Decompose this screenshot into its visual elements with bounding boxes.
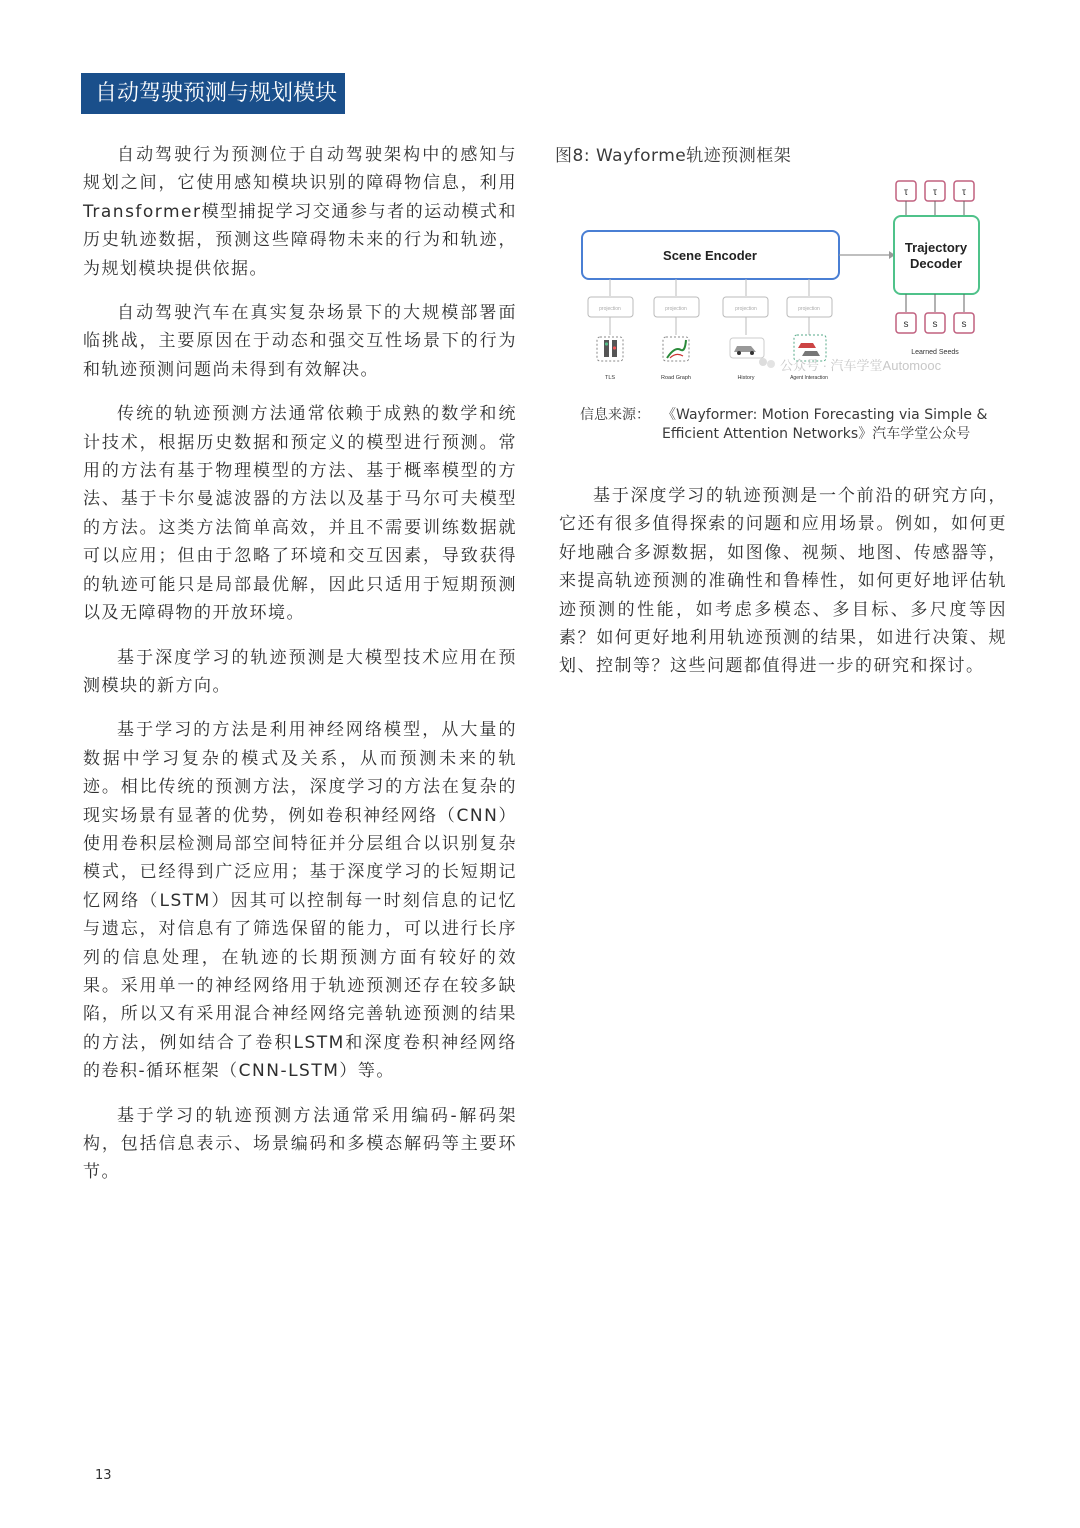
paragraph: 传统的轨迹预测方法通常依赖于成熟的数学和统计技术，根据历史数据和预定义的模型进行预测。常用的方法有基于物理模型的方法、基于概率模型的方法、基于卡尔曼滤波器的方法以及基于马尔可夫模型的方法。这类方法简单高效，并且不需要训练数据就可以应用；但由于忽略了环境和交互因素，导致获得的轨迹可能只是局部最优解，因此只适用于短期预测以及无障碍物的开放环境。 <box>83 404 517 624</box>
section-title: 自动驾驶预测与规划模块 <box>81 73 345 114</box>
paragraph: 自动驾驶行为预测位于自动驾驶架构中的感知与规划之间，它使用感知模块识别的障碍物信息，利用Transformer模型捕捉学习交通参与者的运动模式和历史轨迹数据，预测这些障碍物未来的行为和轨迹，为规划模块提供依据。 <box>83 145 517 279</box>
scene-encoder-label: Scene Encoder <box>663 248 757 263</box>
projection-label: projection <box>665 306 687 312</box>
learned-seeds-label: Learned Seeds <box>911 349 959 356</box>
projection-label: projection <box>798 306 820 312</box>
right-column <box>559 482 1007 697</box>
wayformer-diagram <box>575 172 995 394</box>
projection-label: projection <box>735 306 757 312</box>
trajectory-decoder-box <box>894 216 979 294</box>
watermark <box>759 358 942 373</box>
tau-label: τ <box>933 187 937 198</box>
paragraph: 基于学习的方法是利用神经网络模型，从大量的数据中学习复杂的模式及关系，从而预测未来的轨迹。相比传统的预测方法，深度学习的方法在复杂的现实场景有显著的优势，例如卷积神经网络（CNN）使用卷积层检测局部空间特征并分层组合以识别复杂模式，已经得到广泛应用；基于深度学习的长短期记忆网络（LSTM）因其可以控制每一时刻信息的记忆与遗忘，对信息有了筛选保留的能力，可以进行长序列的信息处理，在轨迹的长期预测方面有较好的效果。采用单一的神经网络用于轨迹预测还存在较多缺陷，所以又有采用混合神经网络完善轨迹预测的结果的方法，例如结合了卷积LSTM和深度卷积神经网络的卷积-循环框架（CNN-LSTM）等。 <box>83 720 517 1082</box>
input-label: Agent Interaction <box>790 375 828 381</box>
seed-label: s <box>932 319 938 330</box>
left-column <box>83 141 517 1203</box>
road-graph-icon <box>663 337 689 361</box>
paragraph: 基于深度学习的轨迹预测是一个前沿的研究方向，它还有很多值得探索的问题和应用场景。例如，如何更好地融合多源数据，如图像、视频、地图、传感器等，来提高轨迹预测的准确性和鲁棒性，如何更好地评估轨迹预测的性能，如考虑多模态、多目标、多尺度等因素？如何更好地利用轨迹预测的结果，如进行决策、规划、控制等？这些问题都值得进一步的研究和探讨。 <box>559 486 1007 677</box>
input-label: History <box>737 375 755 381</box>
figure-source <box>580 406 1000 444</box>
input-projections <box>588 279 832 335</box>
watermark-text: 公众号 · 汽车学堂Automooc <box>780 358 942 373</box>
input-label: Road Graph <box>661 375 691 381</box>
tau-label: τ <box>904 187 908 198</box>
seed-label: s <box>903 319 909 330</box>
seed-label: s <box>961 319 967 330</box>
input-label: TLS <box>604 375 616 381</box>
source-text: 《Wayformer: Motion Forecasting via Simple & Efficient Attention Networks》汽车学堂公众号 <box>662 407 988 442</box>
paragraph: 自动驾驶汽车在真实复杂场景下的大规模部署面临挑战，主要原因在于动态和强交互性场景下的行为和轨迹预测问题尚未得到有效解决。 <box>83 303 517 380</box>
traffic-light-icon <box>597 337 623 361</box>
history-car-icon <box>730 338 764 358</box>
paragraph: 基于深度学习的轨迹预测是大模型技术应用在预测模块的新方向。 <box>83 647 517 696</box>
source-label: 信息来源： <box>580 407 650 423</box>
decoder-label: Trajectory <box>904 240 968 255</box>
decoder-label: Decoder <box>909 256 963 271</box>
projection-label: projection <box>599 306 621 312</box>
figure-caption: 图8: Wayforme轨迹预测框架 <box>555 146 792 166</box>
output-trajectories <box>896 181 974 216</box>
tau-label: τ <box>962 187 966 198</box>
paragraph: 基于学习的轨迹预测方法通常采用编码-解码架构，包括信息表示、场景编码和多模态解码等主要环节。 <box>83 1105 517 1183</box>
page-number: 13 <box>95 1468 112 1483</box>
